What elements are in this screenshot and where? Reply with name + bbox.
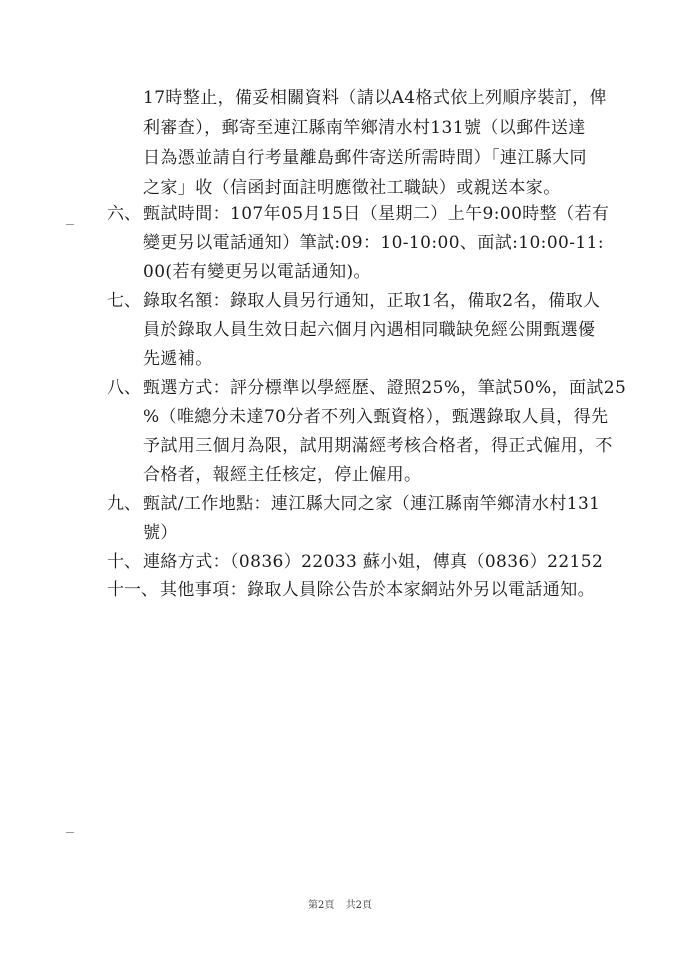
- margin-scan-mark: [66, 832, 74, 833]
- item-number-10: 十、: [107, 552, 141, 572]
- item-8-line-3: 予試用三個月為限，試用期滿經考核合格者，得正式僱用，不: [143, 436, 613, 456]
- item-9-line-2: 號）: [143, 523, 178, 543]
- page-footer: [0, 900, 680, 912]
- item-11-line-1: 其他事項：錄取人員除公告於本家網站外另以電話通知。: [160, 580, 595, 600]
- item-number-8: 八、: [107, 378, 141, 398]
- item-number-9: 九、: [107, 494, 141, 514]
- item-8-line-2: %（唯總分未達70分者不列入甄資格），甄選錄取人員，得先: [143, 407, 609, 427]
- item-number-11: 十一、: [107, 580, 158, 600]
- continuation-line-3: 日為憑並請自行考量離島郵件寄送所需時間）「連江縣大同: [143, 148, 587, 168]
- item-6-line-3: 00(若有變更另以電話通知)。: [143, 262, 371, 282]
- item-8-line-1: 甄選方式：評分標準以學經歷、證照25%，筆試50%，面試25: [143, 378, 627, 398]
- item-number-7: 七、: [107, 291, 141, 311]
- item-7-line-2: 員於錄取人員生效日起六個月內遇相同職缺免經公開甄選優: [143, 320, 596, 340]
- page-number: 第2頁: [308, 900, 335, 911]
- item-6-line-1: 甄試時間：107年05月15日（星期二）上午9:00時整（若有: [143, 204, 610, 224]
- item-8-line-4: 合格者，報經主任核定，停止僱用。: [143, 465, 422, 485]
- item-7-line-1: 錄取名額：錄取人員另行通知，正取1名，備取2名，備取人: [143, 291, 601, 311]
- page-total: 共2頁: [345, 900, 372, 911]
- margin-scan-mark: [66, 224, 74, 225]
- continuation-line-4: 之家」收（信函封面註明應徵社工職缺）或親送本家。: [143, 178, 561, 198]
- item-9-line-1: 甄試/工作地點：連江縣大同之家（連江縣南竿鄉清水村131: [143, 494, 601, 514]
- item-6-line-2: 變更另以電話通知）筆試:09：10-10:00、面試:10:00-11:: [143, 233, 604, 253]
- continuation-line-2: 利審查），郵寄至連江縣南竿鄉清水村131號（以郵件送達: [143, 118, 586, 138]
- continuation-line-1: 17時整止，備妥相關資料（請以A4格式依上列順序裝訂，俾: [143, 88, 607, 108]
- item-number-6: 六、: [107, 204, 141, 224]
- item-7-line-3: 先遞補。: [143, 349, 213, 369]
- item-10-line-1: 連絡方式：（0836）22033 蘇小姐，傳真（0836）22152: [143, 552, 604, 572]
